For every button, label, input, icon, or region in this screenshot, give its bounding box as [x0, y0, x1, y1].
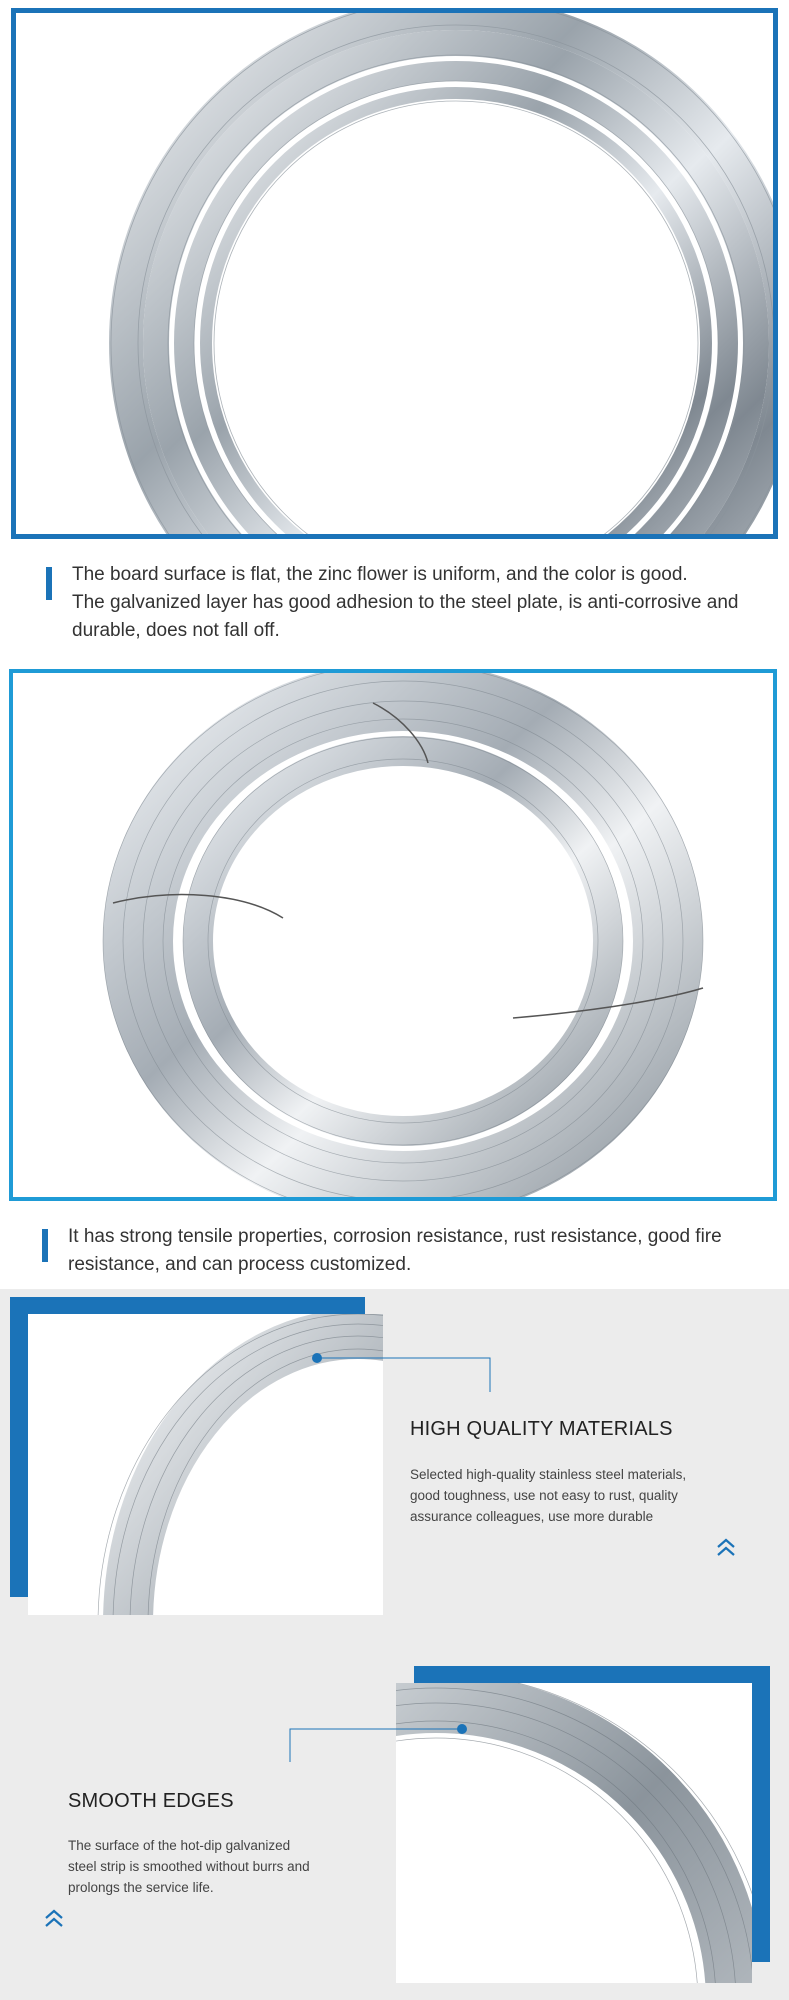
feature-2-callout-line [285, 1714, 475, 1764]
feature-2-text-line-3: prolongs the service life. [68, 1880, 214, 1895]
caption-2 [68, 1223, 768, 1279]
feature-1-callout-line [300, 1340, 500, 1400]
coil-image-frame-2 [9, 669, 777, 1201]
caption-1-line-2: The galvanized layer has good adhesion to the steel plate, is anti-corrosive and [72, 592, 739, 613]
feature-2-text-line-2: steel strip is smoothed without burrs and [68, 1859, 310, 1874]
double-chevron-up-icon[interactable] [43, 1908, 65, 1930]
feature-1-text-line-1: Selected high-quality stainless steel materials, [410, 1467, 687, 1482]
feature-1-text-line-2: good toughness, use not easy to rust, quality [410, 1488, 678, 1503]
caption-1-line-1: The board surface is flat, the zinc flower is uniform, and the color is good. [72, 564, 688, 585]
feature-2-text [68, 1835, 358, 1898]
caption-2-line-2: resistance, and can process customized. [68, 1254, 412, 1275]
caption-1 [72, 561, 772, 645]
feature-1-title: HIGH QUALITY MATERIALS [410, 1418, 673, 1440]
feature-2-title: SMOOTH EDGES [68, 1790, 234, 1812]
wire-coil-image-1 [16, 13, 773, 534]
feature-2-text-line-1: The surface of the hot-dip galvanized [68, 1838, 291, 1853]
caption-accent-bar [46, 567, 52, 600]
feature-1-text [410, 1464, 740, 1527]
double-chevron-up-icon[interactable] [715, 1537, 737, 1559]
caption-1-line-3: durable, does not fall off. [72, 620, 280, 641]
caption-2-line-1: It has strong tensile properties, corrosion resistance, rust resistance, good fire [68, 1226, 722, 1247]
caption-accent-bar [42, 1229, 48, 1262]
feature-1-text-line-3: assurance colleagues, use more durable [410, 1509, 654, 1524]
coil-image-frame-1 [11, 8, 778, 539]
wire-coil-image-2 [13, 673, 773, 1197]
